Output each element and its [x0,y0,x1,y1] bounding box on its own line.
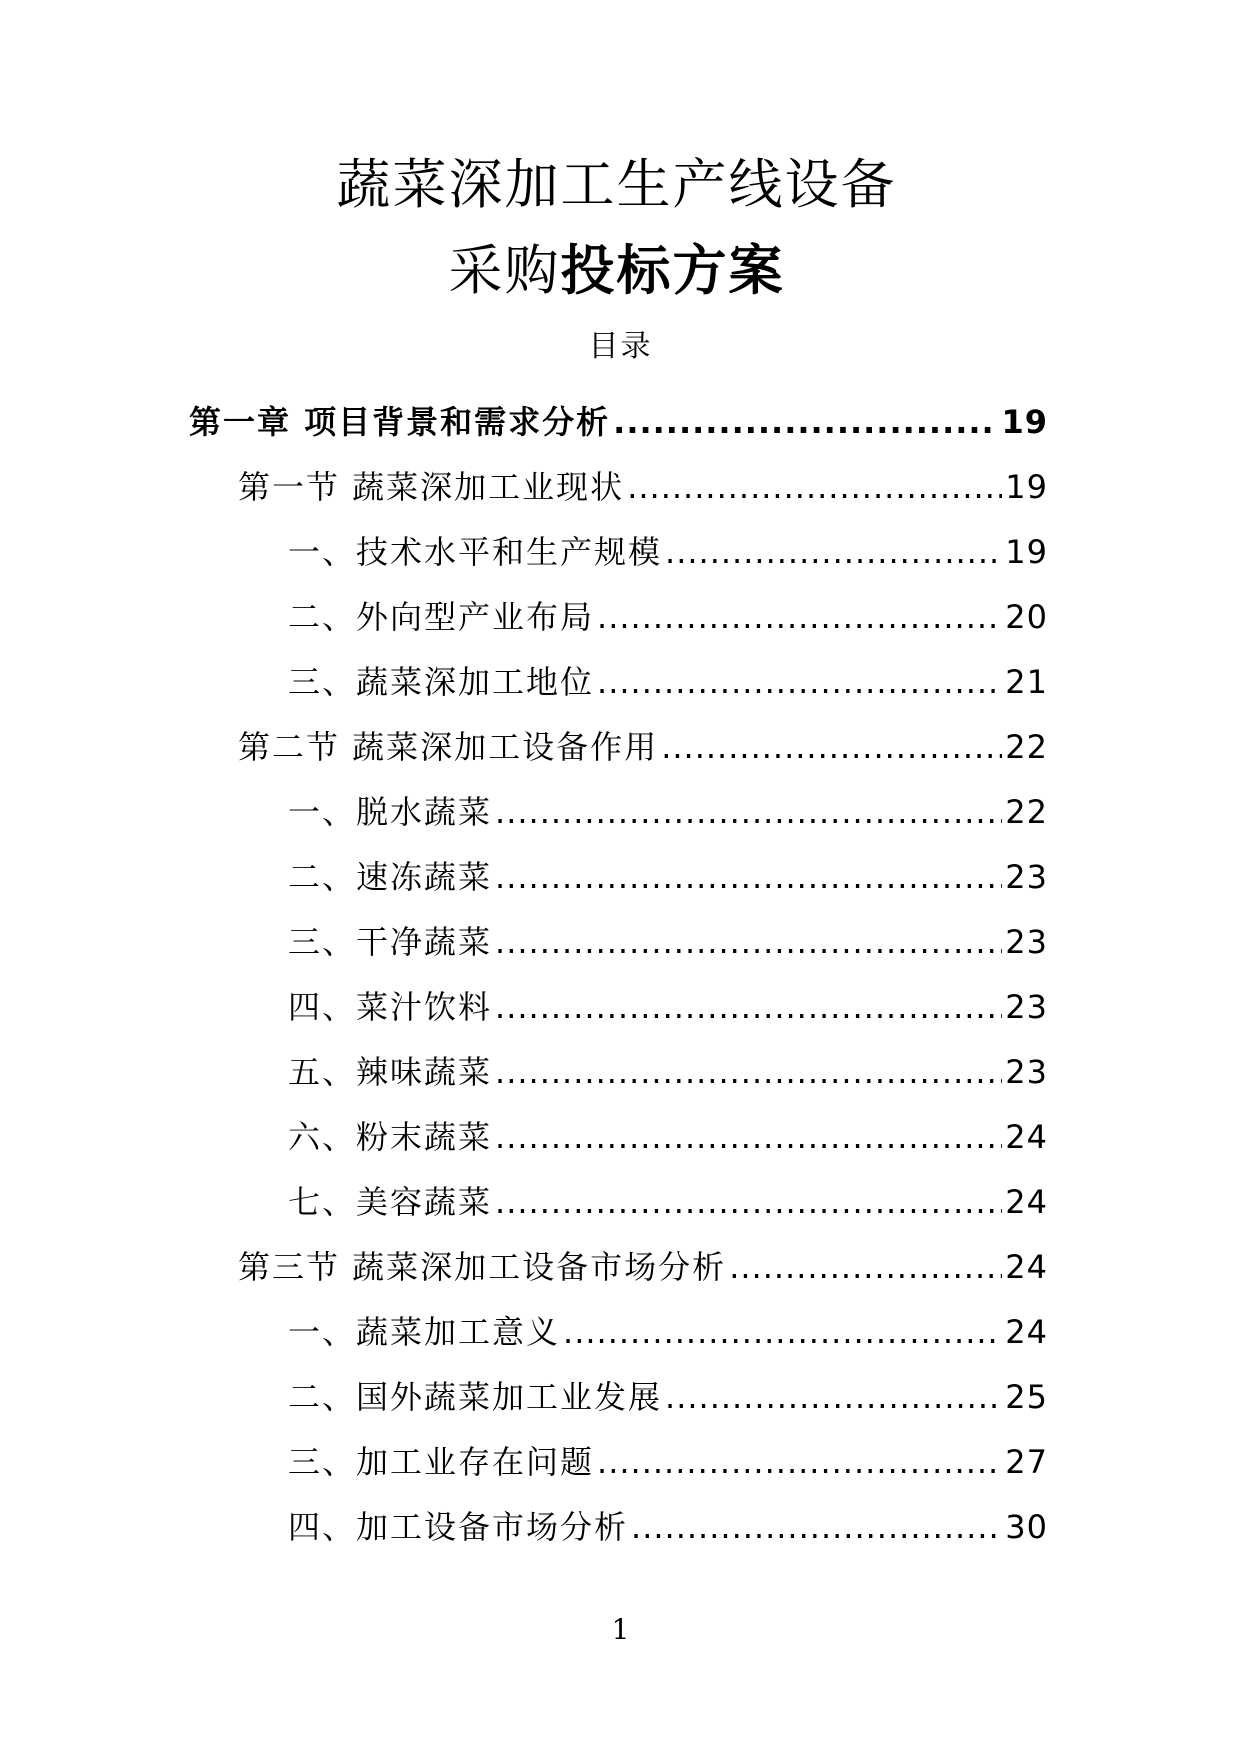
toc-entry-item[interactable] [0,975,1048,1040]
toc-dot-leader [661,715,1002,780]
toc-entry-item[interactable] [0,520,1048,585]
toc-entry-title: 一、技术水平和生产规模 [288,533,663,571]
toc-entry-title: 三、加工业存在问题 [288,1443,595,1481]
toc-entry-title: 四、菜汁饮料 [288,988,493,1026]
toc-entry-chapter-1[interactable] [0,390,1048,455]
toc-entry-page: 23 [1005,1053,1048,1091]
toc-entry-title: 七、美容蔬菜 [288,1183,493,1221]
toc-dot-leader [613,390,998,455]
toc-entry-page: 27 [1005,1443,1048,1481]
toc-entry-page: 25 [1005,1378,1048,1416]
toc-entry-item[interactable] [0,910,1048,975]
toc-entry-page: 24 [1005,1183,1048,1221]
toc-entry-page: 24 [1005,1248,1048,1286]
toc-entry-page: 19 [1005,468,1048,506]
toc-dot-leader [597,1430,1002,1495]
toc-entry-title: 一、蔬菜加工意义 [288,1313,561,1351]
toc-entry-title: 六、粉末蔬菜 [288,1118,493,1156]
toc-dot-leader [597,650,1002,715]
toc-dot-leader [495,1040,1002,1105]
toc-entry-item[interactable] [0,1170,1048,1235]
toc-entry-title: 一、脱水蔬菜 [288,793,493,831]
toc-entry-title: 第一章 项目背景和需求分析 [189,403,611,441]
toc-entry-page: 24 [1005,1118,1048,1156]
toc-dot-leader [495,845,1002,910]
toc-dot-leader [597,585,1002,650]
toc-dot-leader [563,1300,1002,1365]
toc-entry-title: 第三节 蔬菜深加工设备市场分析 [238,1248,727,1286]
toc-entry-item[interactable] [0,1365,1048,1430]
table-of-contents [0,390,1241,1560]
toc-dot-leader [631,1495,1002,1560]
toc-entry-title: 三、干净蔬菜 [288,923,493,961]
toc-dot-leader [495,1105,1002,1170]
toc-dot-leader [495,910,1002,975]
toc-dot-leader [495,780,1002,845]
toc-entry-title: 二、国外蔬菜加工业发展 [288,1378,663,1416]
toc-entry-section-2[interactable] [0,715,1048,780]
toc-entry-page: 19 [1005,533,1048,571]
toc-entry-section-1[interactable] [0,455,1048,520]
toc-dot-leader [495,975,1002,1040]
toc-entry-title: 五、辣味蔬菜 [288,1053,493,1091]
toc-entry-item[interactable] [0,845,1048,910]
toc-entry-item[interactable] [0,1040,1048,1105]
document-title-line-2 [0,236,1237,306]
toc-entry-title: 二、外向型产业布局 [288,598,595,636]
document-title-bold-part: 投标方案 [560,239,785,302]
toc-entry-title: 二、速冻蔬菜 [288,858,493,896]
toc-entry-page: 22 [1005,728,1048,766]
toc-entry-item[interactable] [0,780,1048,845]
toc-dot-leader [665,1365,1002,1430]
toc-entry-page: 19 [1001,403,1048,441]
toc-entry-item[interactable] [0,1105,1048,1170]
toc-entry-page: 20 [1005,598,1048,636]
toc-dot-leader [729,1235,1002,1300]
toc-entry-item[interactable] [0,585,1048,650]
page-number: 1 [611,1613,630,1646]
toc-entry-item[interactable] [0,650,1048,715]
toc-entry-title: 第一节 蔬菜深加工业现状 [238,468,625,506]
toc-entry-title: 第二节 蔬菜深加工设备作用 [238,728,659,766]
toc-dot-leader [495,1170,1002,1235]
toc-entry-item[interactable] [0,1300,1048,1365]
toc-entry-title: 三、蔬菜深加工地位 [288,663,595,701]
document-title-regular-part: 采购 [448,239,561,302]
toc-heading: 目录 [588,329,653,364]
toc-entry-page: 23 [1005,923,1048,961]
toc-entry-page: 21 [1005,663,1048,701]
toc-entry-item[interactable] [0,1495,1048,1560]
toc-entry-page: 30 [1005,1508,1048,1546]
toc-entry-page: 23 [1005,858,1048,896]
toc-entry-page: 24 [1005,1313,1048,1351]
toc-entry-title: 四、加工设备市场分析 [288,1508,629,1546]
toc-dot-leader [627,455,1002,520]
document-title-line-1: 蔬菜深加工生产线设备 [336,153,897,216]
toc-entry-page: 22 [1005,793,1048,831]
toc-entry-section-3[interactable] [0,1235,1048,1300]
toc-entry-item[interactable] [0,1430,1048,1495]
toc-dot-leader [665,520,1002,585]
toc-entry-page: 23 [1005,988,1048,1026]
